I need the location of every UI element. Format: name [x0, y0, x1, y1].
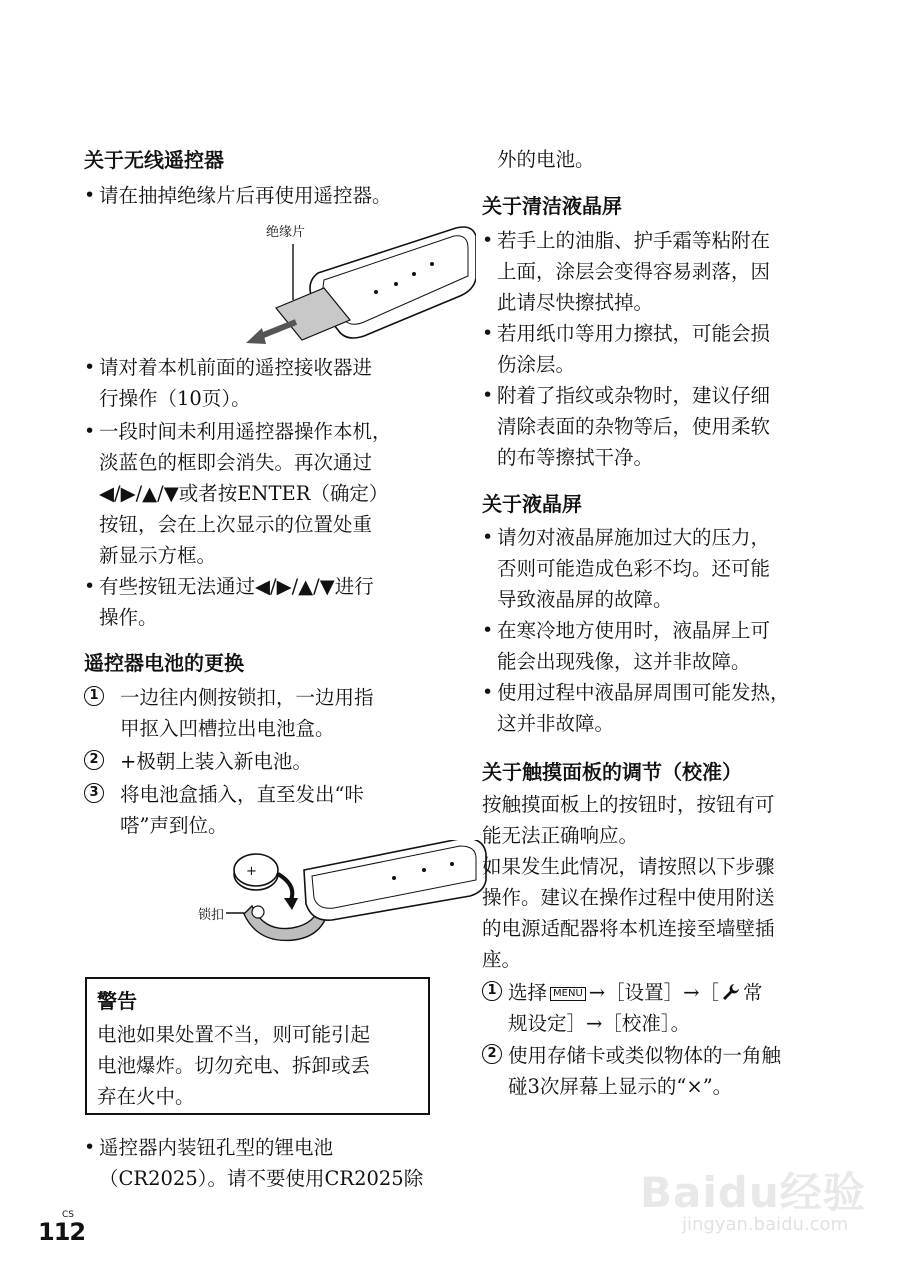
bullet-dot: •	[482, 619, 494, 641]
battery-step-2: 2 +极朝上装入新电池。	[84, 746, 434, 778]
battery-replacement-figure	[194, 840, 494, 950]
watermark-logo: Baidu经验	[640, 1168, 866, 1217]
battery-step-3: 3 将电池盒插入，直至发出“咔 嗒”声到位。	[84, 779, 434, 843]
insulation-sheet-label: 绝缘片	[266, 225, 306, 240]
bullet-insulation: 请在抽掉绝缘片后再使用遥控器。	[99, 184, 392, 207]
warning-text: 电池如果处置不当，则可能引起 电池爆炸。切勿充电、拆卸或丢 弃在火中。	[97, 1023, 371, 1108]
svg-text:+: +	[246, 864, 257, 879]
page-language-code: CS	[62, 1210, 74, 1220]
page-number: 112	[38, 1218, 86, 1246]
lcd-heading: 关于液晶屏	[482, 492, 582, 516]
bullet-tissue: 若用纸巾等用力擦拭，可能会损 伤涂层。	[497, 322, 771, 376]
step-number: 3	[84, 783, 104, 803]
bullet-dot: •	[84, 356, 96, 378]
step-number: 2	[482, 1044, 502, 1064]
bullet-cold: 在寒冷地方使用时，液晶屏上可 能会出现残像，这并非故障。	[497, 619, 771, 673]
wrench-icon	[722, 983, 740, 1001]
warning-title: 警告	[97, 989, 137, 1013]
bullet-buttons-unavailable: 有些按钮无法通过◀/▶/▲/▼进行 操作。	[99, 575, 374, 629]
battery-step-1: 1 一边往内侧按锁扣，一边用指 甲抠入凹槽拉出电池盒。	[84, 682, 434, 746]
continued-line: 外的电池。	[497, 148, 595, 171]
bullet-oil-grease: 若手上的油脂、护手霜等粘附在 上面，涂层会变得容易剥落，因 此请尽快擦拭掉。	[497, 229, 771, 314]
touch-panel-heading: 关于触摸面板的调节（校准）	[482, 760, 742, 784]
bullet-fingerprints: 附着了指纹或杂物时，建议仔细 清除表面的杂物等后，使用柔软 的布等擦拭干净。	[497, 384, 771, 469]
touch-paragraph-2: 如果发生此情况，请按照以下步骤 操作。建议在操作过程中使用附送 的电源适配器将本机连接至墙壁插 座。	[482, 855, 775, 971]
remote-heading: 关于无线遥控器	[84, 148, 224, 172]
bullet-heat: 使用过程中液晶屏周围可能发热， 这并非故障。	[497, 681, 790, 735]
watermark-url: jingyan.baidu.com	[682, 1214, 849, 1235]
step-number: 2	[84, 750, 104, 770]
calibration-step-2: 2 使用存储卡或类似物体的一角触 碰3次屏幕上显示的“×”。	[482, 1040, 827, 1104]
bullet-frame-disappear: 一段时间未利用遥控器操作本机， 淡蓝色的框即会消失。再次通过 ◀/▶/▲/▼或者按ENTER（确定） 按钮，会在上次显示的位置处重 新显示方框。	[99, 420, 392, 567]
menu-button-icon: MENU	[550, 987, 586, 1001]
bullet-dot: •	[84, 1136, 96, 1158]
battery-heading: 遥控器电池的更换	[84, 651, 244, 675]
bullet-dot: •	[482, 681, 494, 703]
step-number: 1	[84, 686, 104, 706]
step-number: 1	[482, 981, 502, 1001]
bullet-dot: •	[482, 229, 494, 251]
bullet-dot: •	[84, 575, 96, 597]
touch-paragraph-1: 按触摸面板上的按钮时，按钮有可 能无法正确响应。	[482, 793, 775, 847]
bullet-dot: •	[482, 526, 494, 548]
clean-lcd-heading: 关于清洁液晶屏	[482, 194, 622, 218]
bullet-dot: •	[84, 420, 96, 442]
remote-insulation-figure	[246, 218, 476, 353]
bullet-dot: •	[84, 184, 96, 206]
bullet-dot: •	[482, 322, 494, 344]
bullet-pressure: 请勿对液晶屏施加过大的压力， 否则可能造成色彩不均。还可能 导致液晶屏的故障。	[497, 526, 771, 611]
bullet-dot: •	[482, 384, 494, 406]
warning-box	[85, 977, 430, 1115]
lock-latch-label: 锁扣	[198, 908, 225, 923]
calibration-step-1: 1 选择 MENU →［设置］→［ 常 规设定］→［校准］。	[482, 977, 827, 1041]
bullet-aim-receiver: 请对着本机前面的遥控接收器进 行操作（10页）。	[99, 356, 373, 410]
